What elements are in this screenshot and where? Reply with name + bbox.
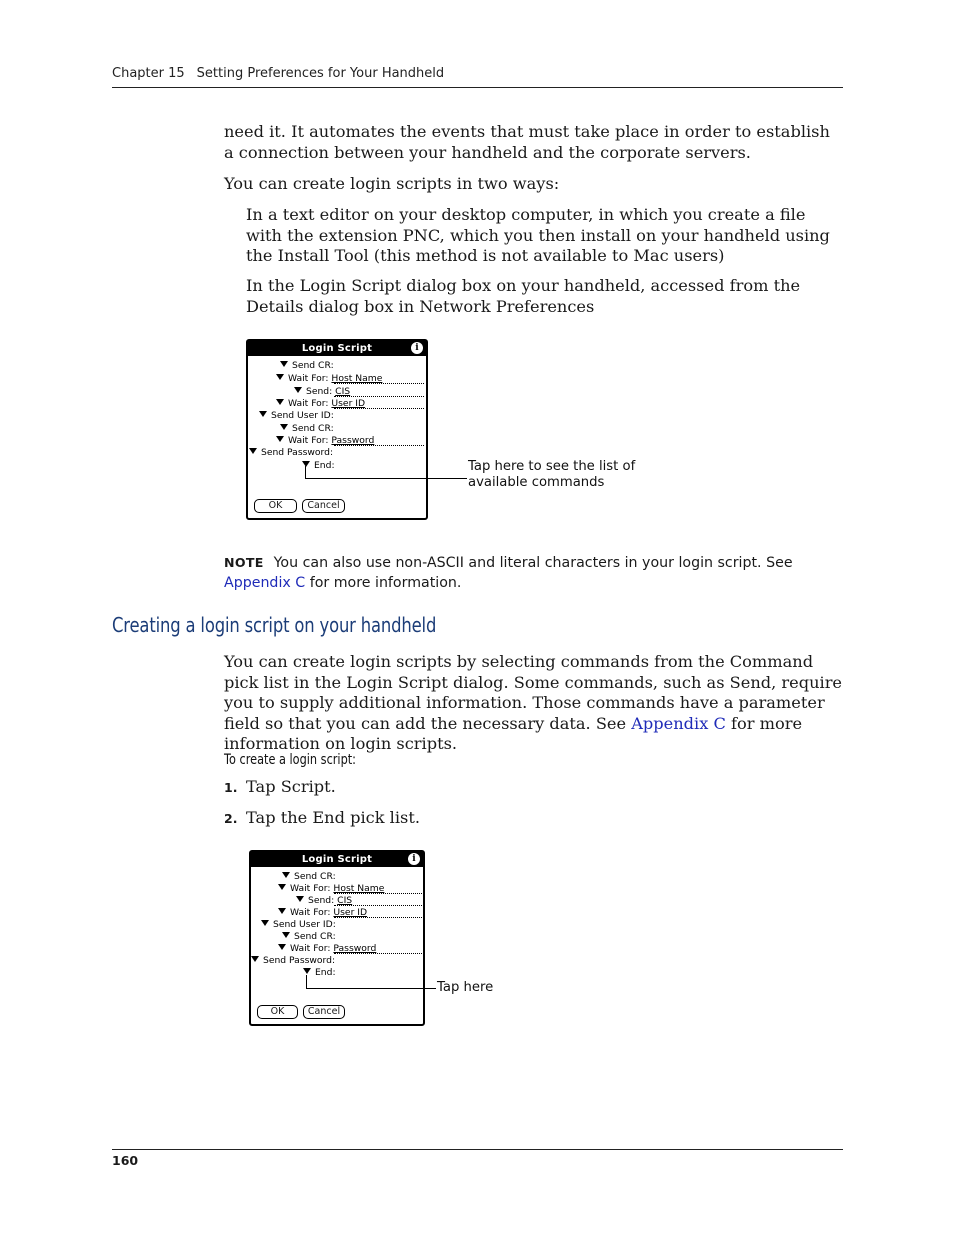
step-number: 2.: [224, 811, 238, 826]
page-number: 160: [112, 1153, 139, 1168]
pick-list-arrow-icon[interactable]: [282, 932, 290, 938]
step-item: [224, 808, 420, 829]
section-heading: Creating a login script on your handheld: [112, 613, 437, 637]
step-text: Tap the End pick list.: [246, 808, 420, 827]
end-command-row[interactable]: End:: [302, 460, 335, 471]
pick-list-arrow-icon[interactable]: [278, 884, 286, 890]
step-item: [224, 777, 336, 798]
command-row[interactable]: Send: CIS: [294, 386, 350, 397]
param-field-line: [334, 893, 422, 894]
command-row[interactable]: Wait For: Host Name: [276, 373, 382, 384]
callout-leader-horizontal: [305, 478, 467, 479]
ways-paragraph: You can create login scripts in two ways:: [224, 174, 560, 193]
param-field-line: [334, 953, 422, 954]
command-row[interactable]: Send User ID:: [259, 410, 334, 421]
command-row[interactable]: Send Password:: [249, 447, 333, 458]
login-script-dialog: [246, 339, 428, 520]
command-row[interactable]: Send CR:: [282, 931, 336, 942]
param-field-line: [334, 408, 424, 409]
ok-button[interactable]: OK: [254, 499, 297, 513]
footer-rule: [112, 1149, 843, 1150]
appendix-c-link[interactable]: Appendix C: [631, 713, 726, 733]
command-row[interactable]: Send CR:: [280, 423, 334, 434]
cancel-button[interactable]: Cancel: [303, 1005, 345, 1019]
way-desktop-item: In a text editor on your desktop computer, in which you create a file with the extension PNC, which you then install on your handheld using the Install Tool (this method is not available to Mac users): [246, 205, 830, 265]
procedure-heading: To create a login script:: [224, 752, 357, 768]
end-pick-list-arrow-icon[interactable]: [303, 968, 311, 974]
pick-list-arrow-icon[interactable]: [276, 436, 284, 442]
param-field-line: [334, 396, 424, 397]
callout-leader-horizontal: [306, 988, 436, 989]
dialog-title-bar: [248, 341, 426, 356]
note-text-end: for more information.: [309, 574, 462, 591]
pick-list-arrow-icon[interactable]: [249, 448, 257, 454]
command-row[interactable]: Send CR:: [280, 360, 334, 371]
pick-list-arrow-icon[interactable]: [278, 944, 286, 950]
note-label: NOTE: [224, 555, 264, 570]
step-number: 1.: [224, 780, 238, 795]
pick-list-arrow-icon[interactable]: [261, 920, 269, 926]
chapter-number: Chapter 15: [112, 66, 185, 81]
info-icon[interactable]: i: [408, 853, 420, 865]
param-field-line: [334, 905, 422, 906]
command-row[interactable]: Wait For: Host Name: [278, 883, 384, 894]
param-field-line: [334, 445, 424, 446]
header-rule: [112, 87, 843, 88]
pick-list-arrow-icon[interactable]: [282, 872, 290, 878]
note-text: You can also use non-ASCII and literal characters in your login script. See: [273, 555, 793, 571]
dialog-title-bar: [251, 852, 423, 867]
command-row[interactable]: Wait For: Password: [278, 943, 376, 954]
pick-list-arrow-icon[interactable]: [296, 896, 304, 902]
param-field-line: [334, 383, 424, 384]
pick-list-arrow-icon[interactable]: [251, 956, 259, 962]
command-row[interactable]: Wait For: User ID: [276, 398, 365, 409]
info-icon[interactable]: i: [411, 342, 423, 354]
pick-list-arrow-icon[interactable]: [259, 411, 267, 417]
callout-leader-vertical: [306, 975, 307, 989]
callout-tap-here: Tap here: [437, 980, 494, 995]
ok-button[interactable]: OK: [257, 1005, 298, 1019]
dialog-title: Login Script: [301, 854, 373, 865]
step-text: Tap Script.: [246, 777, 336, 796]
callout-commands-list: Tap here to see the list of available commands: [468, 459, 636, 490]
chapter-title: Setting Preferences for Your Handheld: [196, 66, 445, 81]
pick-list-arrow-icon[interactable]: [278, 908, 286, 914]
command-row[interactable]: Send CR:: [282, 871, 336, 882]
end-pick-list-arrow-icon[interactable]: [302, 461, 310, 467]
end-command-row[interactable]: End:: [303, 967, 336, 978]
command-row[interactable]: Wait For: User ID: [278, 907, 367, 918]
way-handheld-item: In the Login Script dialog box on your handheld, accessed from the Details dialog box in Network Preferences: [246, 276, 801, 316]
pick-list-arrow-icon[interactable]: [294, 387, 302, 393]
pick-list-arrow-icon[interactable]: [280, 361, 288, 367]
param-field-line: [334, 917, 422, 918]
pick-list-arrow-icon[interactable]: [276, 374, 284, 380]
dialog-title: Login Script: [301, 343, 373, 354]
command-row[interactable]: Wait For: Password: [276, 435, 374, 446]
command-row[interactable]: Send: CIS: [296, 895, 352, 906]
section-paragraph: You can create login scripts by selecting commands from the Command pick list in the Login Script dialog. Some commands, such as Send, require you to supply additional information. Those commands have a parameter field so that you can add the necessary data. See Appendix C for more information on login scripts.: [224, 652, 843, 753]
intro-paragraph: need it. It automates the events that must take place in order to establish a connection between your handheld and the corporate servers.: [224, 122, 830, 162]
pick-list-arrow-icon[interactable]: [276, 399, 284, 405]
command-row[interactable]: Send User ID:: [261, 919, 336, 930]
command-row[interactable]: Send Password:: [251, 955, 335, 966]
appendix-c-link[interactable]: Appendix C: [224, 574, 306, 591]
cancel-button[interactable]: Cancel: [302, 499, 345, 513]
running-header: [112, 66, 444, 81]
pick-list-arrow-icon[interactable]: [280, 424, 288, 430]
login-script-dialog: [249, 850, 425, 1026]
note: [224, 553, 844, 593]
